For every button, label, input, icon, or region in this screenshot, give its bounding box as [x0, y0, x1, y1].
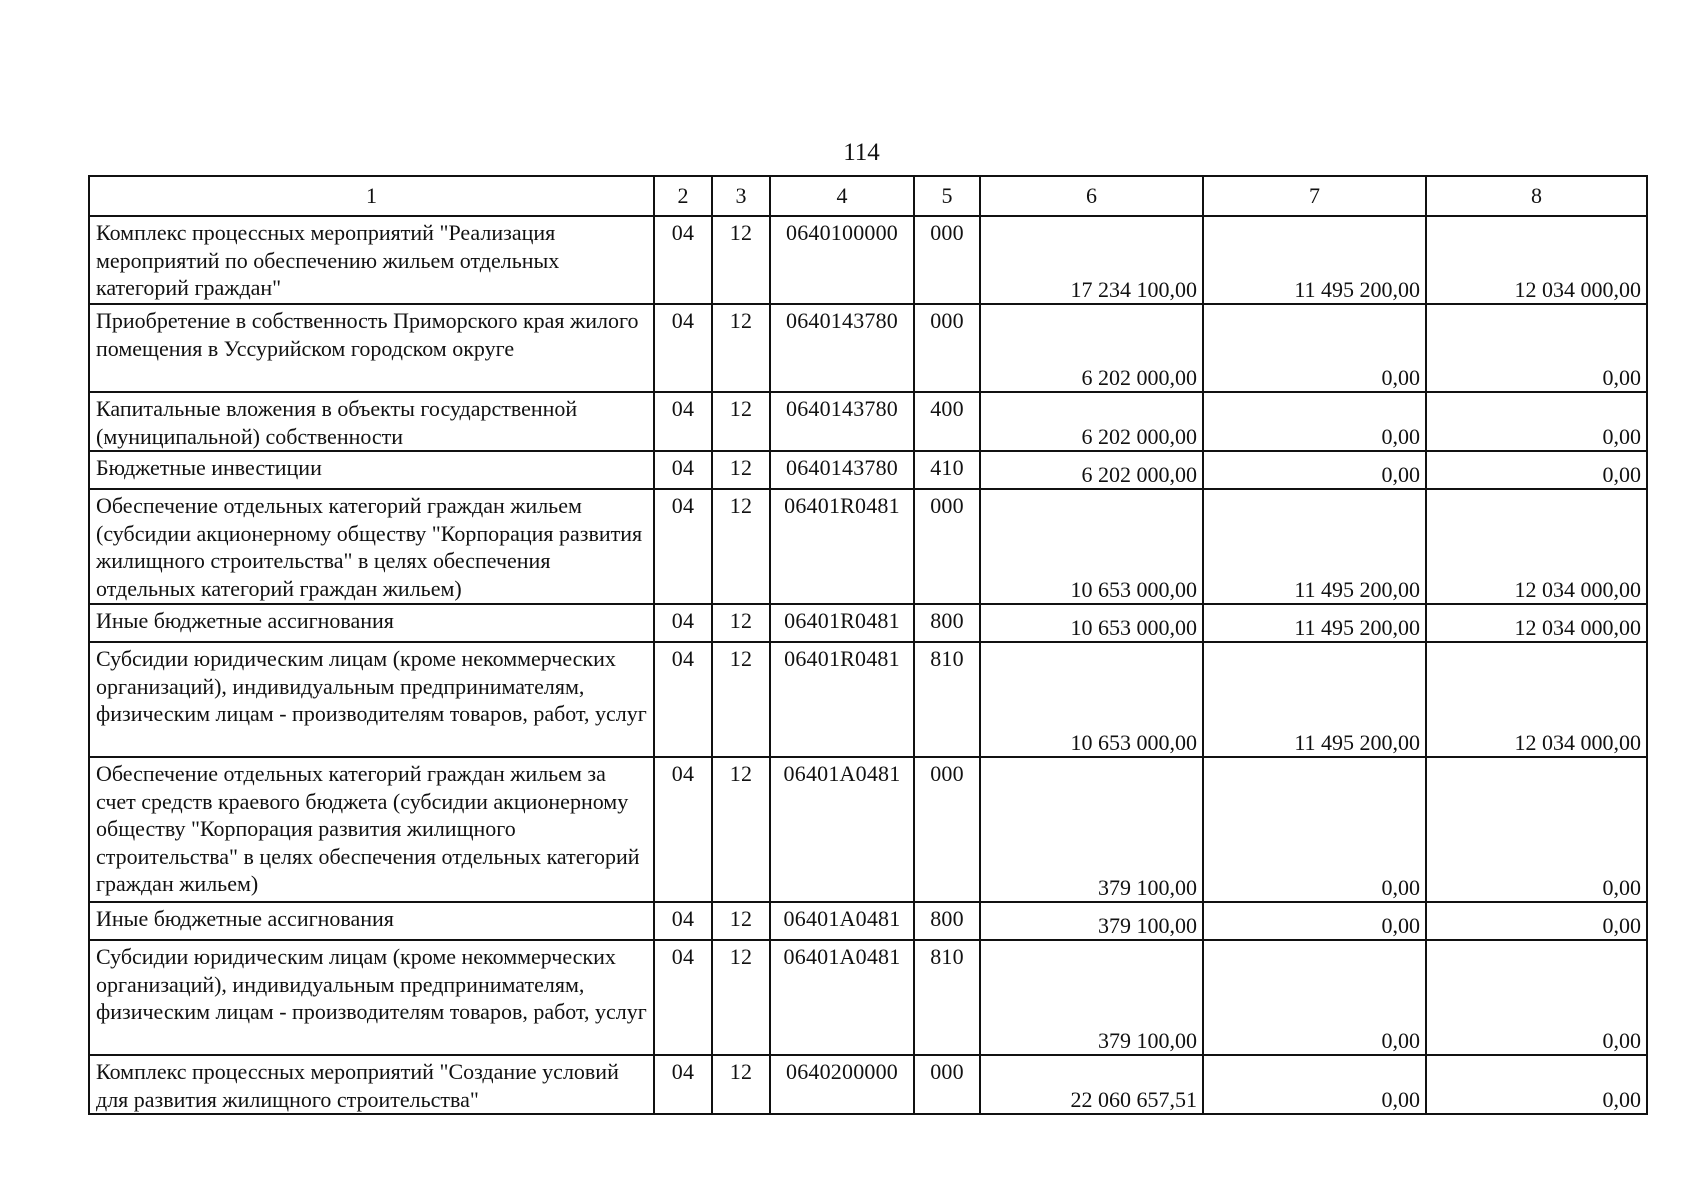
- expense-type-cell: 410: [914, 451, 980, 489]
- amount-cell-year1: 22 060 657,51: [980, 1055, 1203, 1114]
- expense-type-cell: 810: [914, 642, 980, 757]
- subsection-code-cell: 12: [712, 489, 770, 604]
- target-article-cell: 06401А0481: [770, 757, 914, 902]
- expense-type-cell: 800: [914, 604, 980, 642]
- amount-cell-year3: 0,00: [1426, 757, 1647, 902]
- amount-cell-year2: 11 495 200,00: [1203, 489, 1426, 604]
- row-name-cell: Комплекс процессных мероприятий "Создание условий для развития жилищного строительства": [89, 1055, 654, 1114]
- amount-cell-year1: 10 653 000,00: [980, 642, 1203, 757]
- expense-type-cell: 800: [914, 902, 980, 940]
- expense-type-cell: 000: [914, 757, 980, 902]
- column-header: 6: [980, 176, 1203, 216]
- table-row: [89, 392, 1647, 451]
- row-name-cell: Обеспечение отдельных категорий граждан жильем (субсидии акционерному обществу "Корпорация развития жилищного строительства" в целях обеспечения отдельных категорий граждан жильем): [89, 489, 654, 604]
- column-header: 2: [654, 176, 712, 216]
- amount-cell-year2: 0,00: [1203, 757, 1426, 902]
- row-name-cell: Приобретение в собственность Приморского края жилого помещения в Уссурийском городском округе: [89, 304, 654, 392]
- amount-cell-year3: 0,00: [1426, 902, 1647, 940]
- section-code-cell: 04: [654, 757, 712, 902]
- subsection-code-cell: 12: [712, 604, 770, 642]
- amount-cell-year3: 12 034 000,00: [1426, 604, 1647, 642]
- budget-table: [88, 175, 1648, 1115]
- amount-cell-year1: 379 100,00: [980, 757, 1203, 902]
- target-article-cell: 0640143780: [770, 392, 914, 451]
- target-article-cell: 0640143780: [770, 304, 914, 392]
- amount-cell-year2: 11 495 200,00: [1203, 604, 1426, 642]
- table-row: [89, 1055, 1647, 1114]
- row-name-cell: Иные бюджетные ассигнования: [89, 604, 654, 642]
- amount-cell-year2: 0,00: [1203, 392, 1426, 451]
- column-header: 4: [770, 176, 914, 216]
- amount-cell-year3: 0,00: [1426, 392, 1647, 451]
- amount-cell-year1: 6 202 000,00: [980, 451, 1203, 489]
- column-header: 5: [914, 176, 980, 216]
- section-code-cell: 04: [654, 604, 712, 642]
- amount-cell-year1: 6 202 000,00: [980, 392, 1203, 451]
- section-code-cell: 04: [654, 392, 712, 451]
- subsection-code-cell: 12: [712, 451, 770, 489]
- expense-type-cell: 400: [914, 392, 980, 451]
- target-article-cell: 0640143780: [770, 451, 914, 489]
- amount-cell-year1: 6 202 000,00: [980, 304, 1203, 392]
- subsection-code-cell: 12: [712, 642, 770, 757]
- row-name-cell: Капитальные вложения в объекты государственной (муниципальной) собственности: [89, 392, 654, 451]
- expense-type-cell: 000: [914, 1055, 980, 1114]
- target-article-cell: 06401А0481: [770, 940, 914, 1055]
- column-header: 8: [1426, 176, 1647, 216]
- table-row: [89, 940, 1647, 1055]
- amount-cell-year3: 0,00: [1426, 1055, 1647, 1114]
- column-header: 3: [712, 176, 770, 216]
- table-row: [89, 304, 1647, 392]
- table-row: [89, 216, 1647, 304]
- section-code-cell: 04: [654, 451, 712, 489]
- amount-cell-year3: 12 034 000,00: [1426, 642, 1647, 757]
- row-name-cell: Комплекс процессных мероприятий "Реализация мероприятий по обеспечению жильем отдельных категорий граждан": [89, 216, 654, 304]
- table-header-row: [89, 176, 1647, 216]
- amount-cell-year3: 0,00: [1426, 940, 1647, 1055]
- row-name-cell: Субсидии юридическим лицам (кроме некоммерческих организаций), индивидуальным предпринимателям, физическим лицам - производителям товаров, работ, услуг: [89, 642, 654, 757]
- table-row: [89, 642, 1647, 757]
- table-row: [89, 757, 1647, 902]
- section-code-cell: 04: [654, 902, 712, 940]
- subsection-code-cell: 12: [712, 216, 770, 304]
- subsection-code-cell: 12: [712, 757, 770, 902]
- table-row: [89, 489, 1647, 604]
- target-article-cell: 0640200000: [770, 1055, 914, 1114]
- table-row: [89, 604, 1647, 642]
- expense-type-cell: 000: [914, 304, 980, 392]
- amount-cell-year2: 0,00: [1203, 940, 1426, 1055]
- target-article-cell: 06401R0481: [770, 642, 914, 757]
- amount-cell-year2: 11 495 200,00: [1203, 216, 1426, 304]
- section-code-cell: 04: [654, 489, 712, 604]
- subsection-code-cell: 12: [712, 392, 770, 451]
- column-header: 7: [1203, 176, 1426, 216]
- section-code-cell: 04: [654, 1055, 712, 1114]
- row-name-cell: Бюджетные инвестиции: [89, 451, 654, 489]
- amount-cell-year2: 0,00: [1203, 1055, 1426, 1114]
- subsection-code-cell: 12: [712, 902, 770, 940]
- subsection-code-cell: 12: [712, 1055, 770, 1114]
- row-name-cell: Иные бюджетные ассигнования: [89, 902, 654, 940]
- amount-cell-year3: 12 034 000,00: [1426, 489, 1647, 604]
- expense-type-cell: 000: [914, 216, 980, 304]
- row-name-cell: Субсидии юридическим лицам (кроме некоммерческих организаций), индивидуальным предпринимателям, физическим лицам - производителям товаров, работ, услуг: [89, 940, 654, 1055]
- target-article-cell: 0640100000: [770, 216, 914, 304]
- amount-cell-year2: 0,00: [1203, 902, 1426, 940]
- amount-cell-year2: 0,00: [1203, 451, 1426, 489]
- amount-cell-year3: 12 034 000,00: [1426, 216, 1647, 304]
- section-code-cell: 04: [654, 304, 712, 392]
- row-name-cell: Обеспечение отдельных категорий граждан жильем за счет средств краевого бюджета (субсидии акционерному обществу "Корпорация развития жилищного строительства" в целях обеспечения отдельных категорий граждан жильем): [89, 757, 654, 902]
- amount-cell-year1: 379 100,00: [980, 902, 1203, 940]
- amount-cell-year1: 10 653 000,00: [980, 604, 1203, 642]
- amount-cell-year2: 0,00: [1203, 304, 1426, 392]
- table-row: [89, 902, 1647, 940]
- amount-cell-year3: 0,00: [1426, 451, 1647, 489]
- amount-cell-year1: 17 234 100,00: [980, 216, 1203, 304]
- target-article-cell: 06401А0481: [770, 902, 914, 940]
- column-header: 1: [89, 176, 654, 216]
- amount-cell-year2: 11 495 200,00: [1203, 642, 1426, 757]
- subsection-code-cell: 12: [712, 304, 770, 392]
- table-row: [89, 451, 1647, 489]
- amount-cell-year1: 10 653 000,00: [980, 489, 1203, 604]
- page-number: 114: [843, 139, 880, 166]
- target-article-cell: 06401R0481: [770, 604, 914, 642]
- target-article-cell: 06401R0481: [770, 489, 914, 604]
- subsection-code-cell: 12: [712, 940, 770, 1055]
- amount-cell-year1: 379 100,00: [980, 940, 1203, 1055]
- section-code-cell: 04: [654, 642, 712, 757]
- amount-cell-year3: 0,00: [1426, 304, 1647, 392]
- section-code-cell: 04: [654, 216, 712, 304]
- expense-type-cell: 000: [914, 489, 980, 604]
- expense-type-cell: 810: [914, 940, 980, 1055]
- section-code-cell: 04: [654, 940, 712, 1055]
